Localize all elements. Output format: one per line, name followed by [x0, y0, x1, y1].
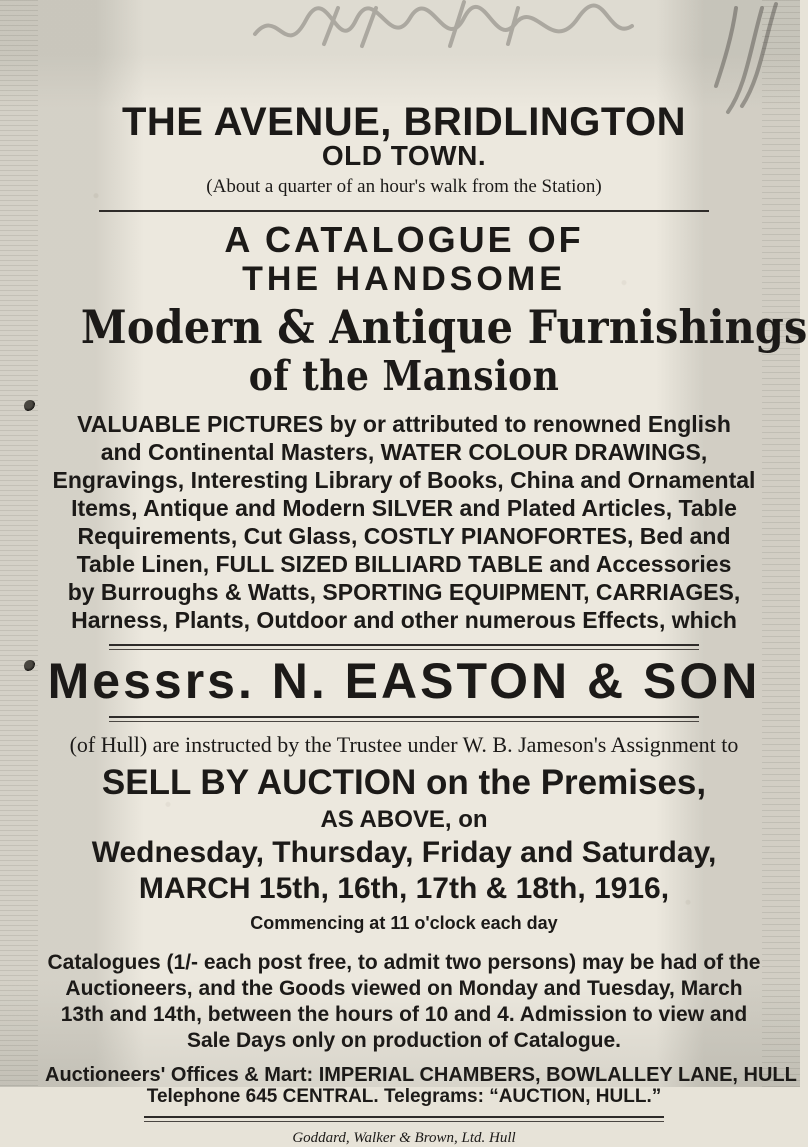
catalogue-title-line-1: A CATALOGUE OF — [224, 218, 584, 260]
lot-description — [45, 410, 763, 634]
auctioneer-name: Messrs. N. EASTON & SON — [47, 653, 761, 710]
furnishings-title: Modern & Antique Furnishings — [80, 299, 808, 354]
sale-days: Wednesday, Thursday, Friday and Saturday, — [91, 835, 717, 869]
description-line: by Burroughs & Watts, SPORTING EQUIPMENT, CARRIAGES, — [67, 579, 741, 606]
bleed-through-script-icon — [250, 0, 640, 80]
details-line: 13th and 14th, between the hours of 10 and 4. Admission to view and — [60, 1002, 748, 1026]
details-line: Sale Days only on production of Catalogue. — [186, 1028, 622, 1052]
binding-hole-icon — [24, 660, 36, 672]
binding-hole-icon — [24, 400, 36, 412]
sale-time: Commencing at 11 o'clock each day — [250, 912, 558, 933]
location-heading: THE AVENUE, BRIDLINGTON — [121, 100, 687, 144]
auctioneer-offices — [45, 1063, 797, 1108]
top-divider — [99, 210, 709, 212]
description-line: Requirements, Cut Glass, COSTLY PIANOFORTES, Bed and — [77, 523, 731, 550]
description-line: VALUABLE PICTURES by or attributed to renowned English — [77, 411, 731, 438]
description-line: and Continental Masters, WATER COLOUR DRAWINGS, — [100, 439, 708, 466]
directions-note: (About a quarter of an hour's walk from the Station) — [206, 176, 602, 197]
details-line: Catalogues (1/- each post free, to admit two persons) may be had of the — [47, 950, 761, 974]
sale-dates: MARCH 15th, 16th, 17th & 18th, 1916, — [138, 872, 670, 906]
district-heading: OLD TOWN. — [321, 140, 487, 171]
sale-heading: SELL BY AUCTION on the Premises, — [101, 763, 707, 803]
footer-divider — [144, 1116, 664, 1122]
catalogue-details — [45, 950, 763, 1054]
printer-imprint: Goddard, Walker & Brown, Ltd. Hull — [292, 1129, 516, 1146]
right-edge-shadow — [762, 0, 800, 1087]
left-edge-shadow — [0, 0, 38, 1087]
offices-address: Auctioneers' Offices & Mart: IMPERIAL CHAMBERS, BOWLALLEY LANE, HULL — [45, 1063, 797, 1086]
details-line: Auctioneers, and the Goods viewed on Monday and Tuesday, March — [65, 976, 743, 1000]
description-line: Table Linen, FULL SIZED BILLIARD TABLE and Accessories — [76, 551, 732, 578]
mansion-title: of the Mansion — [248, 352, 560, 401]
catalogue-text-area — [45, 82, 808, 1146]
auctioneer-divider-bottom — [109, 716, 699, 722]
description-line: Items, Antique and Modern SILVER and Plated Articles, Table — [71, 495, 737, 522]
contact-line: Telephone 645 CENTRAL. Telegrams: “AUCTION, HULL.” — [146, 1085, 662, 1107]
sale-location-note: AS ABOVE, on — [320, 805, 488, 833]
catalogue-title-line-2: THE HANDSOME — [242, 259, 566, 298]
description-line: Harness, Plants, Outdoor and other numerous Effects, which — [71, 607, 737, 634]
auctioneer-divider-top — [109, 644, 699, 650]
instruction-line: (of Hull) are instructed by the Trustee under W. B. Jameson's Assignment to — [69, 732, 739, 758]
description-line: Engravings, Interesting Library of Books, China and Ornamental — [52, 467, 756, 494]
